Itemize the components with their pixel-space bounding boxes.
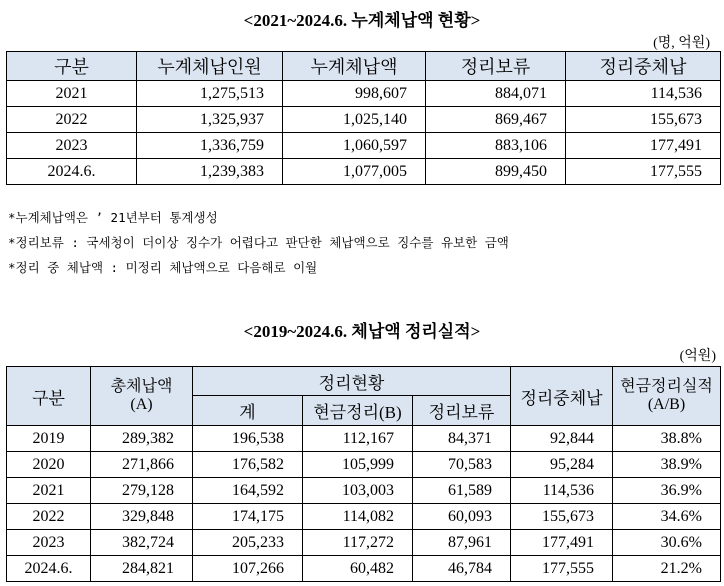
table-cell: 284,821 (91, 556, 193, 582)
table-cell: 177,555 (566, 159, 721, 185)
table-cell: 60,093 (413, 504, 511, 530)
table-cell: 103,003 (303, 478, 413, 504)
table-cell: 36.9% (613, 478, 721, 504)
table-row (7, 81, 721, 107)
notes (8, 205, 509, 280)
table-cell: 114,536 (566, 81, 721, 107)
table-cell: 117,272 (303, 530, 413, 556)
table-cell: 1,077,005 (283, 159, 426, 185)
table-cell: 112,167 (303, 426, 413, 452)
table-cell: 46,784 (413, 556, 511, 582)
table-cell: 2020 (7, 452, 91, 478)
table-cell: 95,284 (511, 452, 613, 478)
table-cell: 884,071 (426, 81, 566, 107)
table-cell: 1,325,937 (137, 107, 283, 133)
table-cell: 105,999 (303, 452, 413, 478)
table-cell: 34.6% (613, 504, 721, 530)
table2-header-cell-group: 정리현황 (193, 367, 511, 396)
table-cell: 196,538 (193, 426, 303, 452)
table2-header-cell: 구분 (7, 367, 91, 426)
header-line: (A/B) (647, 396, 686, 413)
table-cell: 2023 (7, 133, 137, 159)
table-cell: 1,060,597 (283, 133, 426, 159)
table1 (6, 51, 721, 185)
table-row (7, 107, 721, 133)
table1-unit: (명, 억원) (653, 36, 710, 51)
table-cell: 869,467 (426, 107, 566, 133)
table1-header-cell: 누계체납액 (283, 52, 426, 81)
table-cell: 205,233 (193, 530, 303, 556)
table-cell: 2023 (7, 530, 91, 556)
table-cell: 92,844 (511, 426, 613, 452)
table2-header-cell-total (91, 367, 193, 426)
table-cell: 70,583 (413, 452, 511, 478)
table1-header-cell: 정리보류 (426, 52, 566, 81)
header-line: (A) (130, 396, 153, 413)
table1-header-cell: 정리중체납 (566, 52, 721, 81)
table-cell: 177,555 (511, 556, 613, 582)
table-cell: 155,673 (511, 504, 613, 530)
table-row (7, 133, 721, 159)
table-cell: 114,536 (511, 478, 613, 504)
table-cell: 87,961 (413, 530, 511, 556)
table2-header-cell: 정리중체납 (511, 367, 613, 426)
table2-header-cell: 계 (193, 396, 303, 426)
table1-header-cell: 누계체납인원 (137, 52, 283, 81)
table-cell: 177,491 (566, 133, 721, 159)
table2-title: <2019~2024.6. 체납액 정리실적> (243, 322, 481, 341)
table-cell: 998,607 (283, 81, 426, 107)
table-cell: 2021 (7, 81, 137, 107)
table2-header-cell: 정리보류 (413, 396, 511, 426)
table-row (7, 478, 721, 504)
table1-header-cell: 구분 (7, 52, 137, 81)
table-cell: 174,175 (193, 504, 303, 530)
table-row (7, 452, 721, 478)
table2-unit: (억원) (679, 349, 716, 364)
table-cell: 329,848 (91, 504, 193, 530)
table-cell: 883,106 (426, 133, 566, 159)
table-cell: 177,491 (511, 530, 613, 556)
table-cell: 382,724 (91, 530, 193, 556)
table2 (6, 366, 721, 582)
table-cell: 2022 (7, 504, 91, 530)
table-cell: 2019 (7, 426, 91, 452)
table2-header-cell: 현금정리(B) (303, 396, 413, 426)
table-cell: 60,482 (303, 556, 413, 582)
table-cell: 38.9% (613, 452, 721, 478)
table-cell: 2022 (7, 107, 137, 133)
table-cell: 164,592 (193, 478, 303, 504)
table-row (7, 530, 721, 556)
table-cell: 289,382 (91, 426, 193, 452)
table-cell: 899,450 (426, 159, 566, 185)
table-row (7, 159, 721, 185)
table1-title: <2021~2024.6. 누계체납액 현황> (243, 11, 481, 30)
table-cell: 1,336,759 (137, 133, 283, 159)
table-row (7, 426, 721, 452)
table1-header-row (7, 52, 721, 81)
table-cell: 271,866 (91, 452, 193, 478)
table-cell: 61,589 (413, 478, 511, 504)
header-line: 현금정리실적 (620, 378, 713, 395)
note-line: *누계체납액은 ’ 21년부터 통계생성 (8, 210, 218, 225)
table-cell: 2024.6. (7, 159, 137, 185)
table-cell: 1,239,383 (137, 159, 283, 185)
table-cell: 2024.6. (7, 556, 91, 582)
table-cell: 155,673 (566, 107, 721, 133)
table-cell: 1,025,140 (283, 107, 426, 133)
header-line: 총체납액 (110, 378, 173, 395)
table2-header-row (7, 367, 721, 396)
note-line: *정리 중 체납액 : 미정리 체납액으로 다음해로 이월 (8, 260, 318, 275)
table-cell: 84,371 (413, 426, 511, 452)
note-line: *정리보류 : 국세청이 더이상 징수가 어렵다고 판단한 체납액으로 징수를 유보한 금액 (8, 235, 509, 250)
table-cell: 114,082 (303, 504, 413, 530)
table-cell: 1,275,513 (137, 81, 283, 107)
table2-header-cell-rate (613, 367, 721, 426)
table-cell: 176,582 (193, 452, 303, 478)
table-cell: 107,266 (193, 556, 303, 582)
table-cell: 279,128 (91, 478, 193, 504)
table-cell: 21.2% (613, 556, 721, 582)
table-cell: 30.6% (613, 530, 721, 556)
table-row (7, 504, 721, 530)
table-cell: 2021 (7, 478, 91, 504)
table-row (7, 556, 721, 582)
table-cell: 38.8% (613, 426, 721, 452)
